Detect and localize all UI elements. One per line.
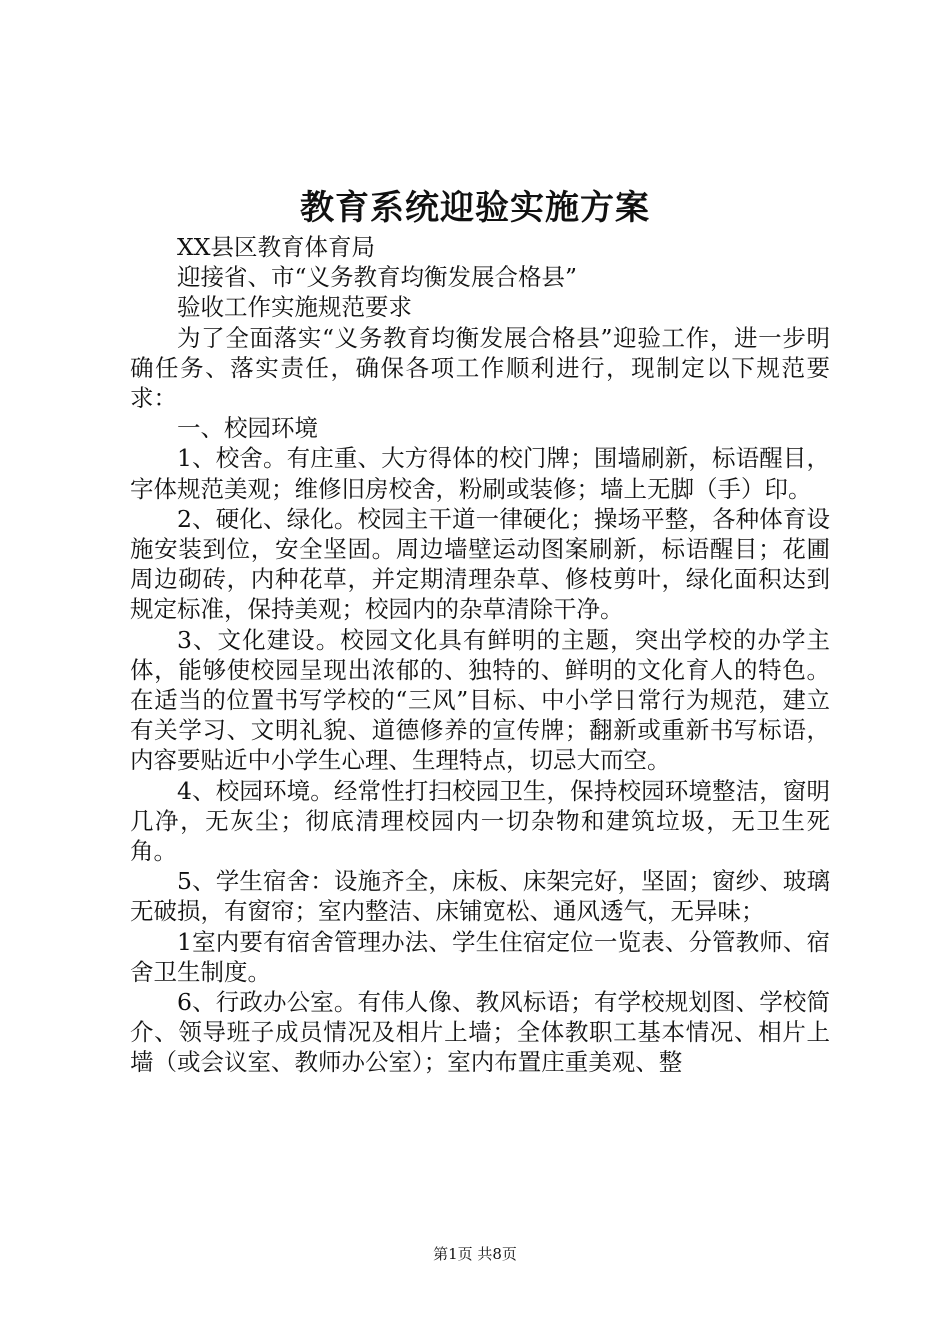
- item-4-paragraph: 4、校园环境。经常性打扫校园卫生，保持校园环境整洁，窗明几净，无灰尘；彻底清理校园内一切杂物和建筑垃圾，无卫生死角。: [130, 776, 830, 866]
- item-5-subparagraph: 1室内要有宿舍管理办法、学生住宿定位一览表、分管教师、宿舍卫生制度。: [130, 927, 830, 986]
- section-heading-1: 一、校园环境: [177, 414, 318, 443]
- item-2-paragraph: 2、硬化、绿化。校园主干道一律硬化；操场平整，各种体育设施安装到位，安全坚固。周边墙壁运动图案刷新，标语醒目；花圃周边砌砖，内种花草，并定期清理杂草、修枝剪叶，绿化面积达到规定标准，保持美观；校园内的杂草清除干净。: [130, 504, 830, 624]
- subtitle-line-2: 验收工作实施规范要求: [177, 293, 412, 322]
- item-6-paragraph: 6、行政办公室。有伟人像、教风标语；有学校规划图、学校简介、领导班子成员情况及相片上墙；全体教职工基本情况、相片上墙（或会议室、教师办公室）；室内布置庄重美观、整: [130, 988, 830, 1077]
- intro-paragraph: 为了全面落实“义务教育均衡发展合格县”迎验工作，进一步明确任务、落实责任，确保各项工作顺利进行，现制定以下规范要求：: [130, 323, 830, 413]
- document-title: 教育系统迎验实施方案: [300, 188, 650, 228]
- subtitle-line-1: 迎接省、市“义务教育均衡发展合格县”: [177, 263, 578, 292]
- document-body: [130, 232, 830, 1078]
- item-5-paragraph: 5、学生宿舍：设施齐全，床板、床架完好，坚固；窗纱、玻璃无破损，有窗帘；室内整洁、床铺宽松、通风透气，无异味；: [130, 867, 830, 926]
- page-footer: 第1页 共8页: [433, 1245, 517, 1263]
- item-1-paragraph: 1、校舍。有庄重、大方得体的校门牌；围墙刷新，标语醒目，字体规范美观；维修旧房校舍，粉刷或装修；墙上无脚（手）印。: [130, 444, 830, 503]
- item-3-paragraph: 3、文化建设。校园文化具有鲜明的主题，突出学校的办学主体，能够使校园呈现出浓郁的、独特的、鲜明的文化育人的特色。在适当的位置书写学校的“三风”目标、中小学日常行为规范，建立有关学习、文明礼貌、道德修养的宣传牌；翻新或重新书写标语，内容要贴近中小学生心理、生理特点，切忌大而空。: [130, 625, 830, 775]
- org-name: XX县区教育体育局: [177, 233, 375, 261]
